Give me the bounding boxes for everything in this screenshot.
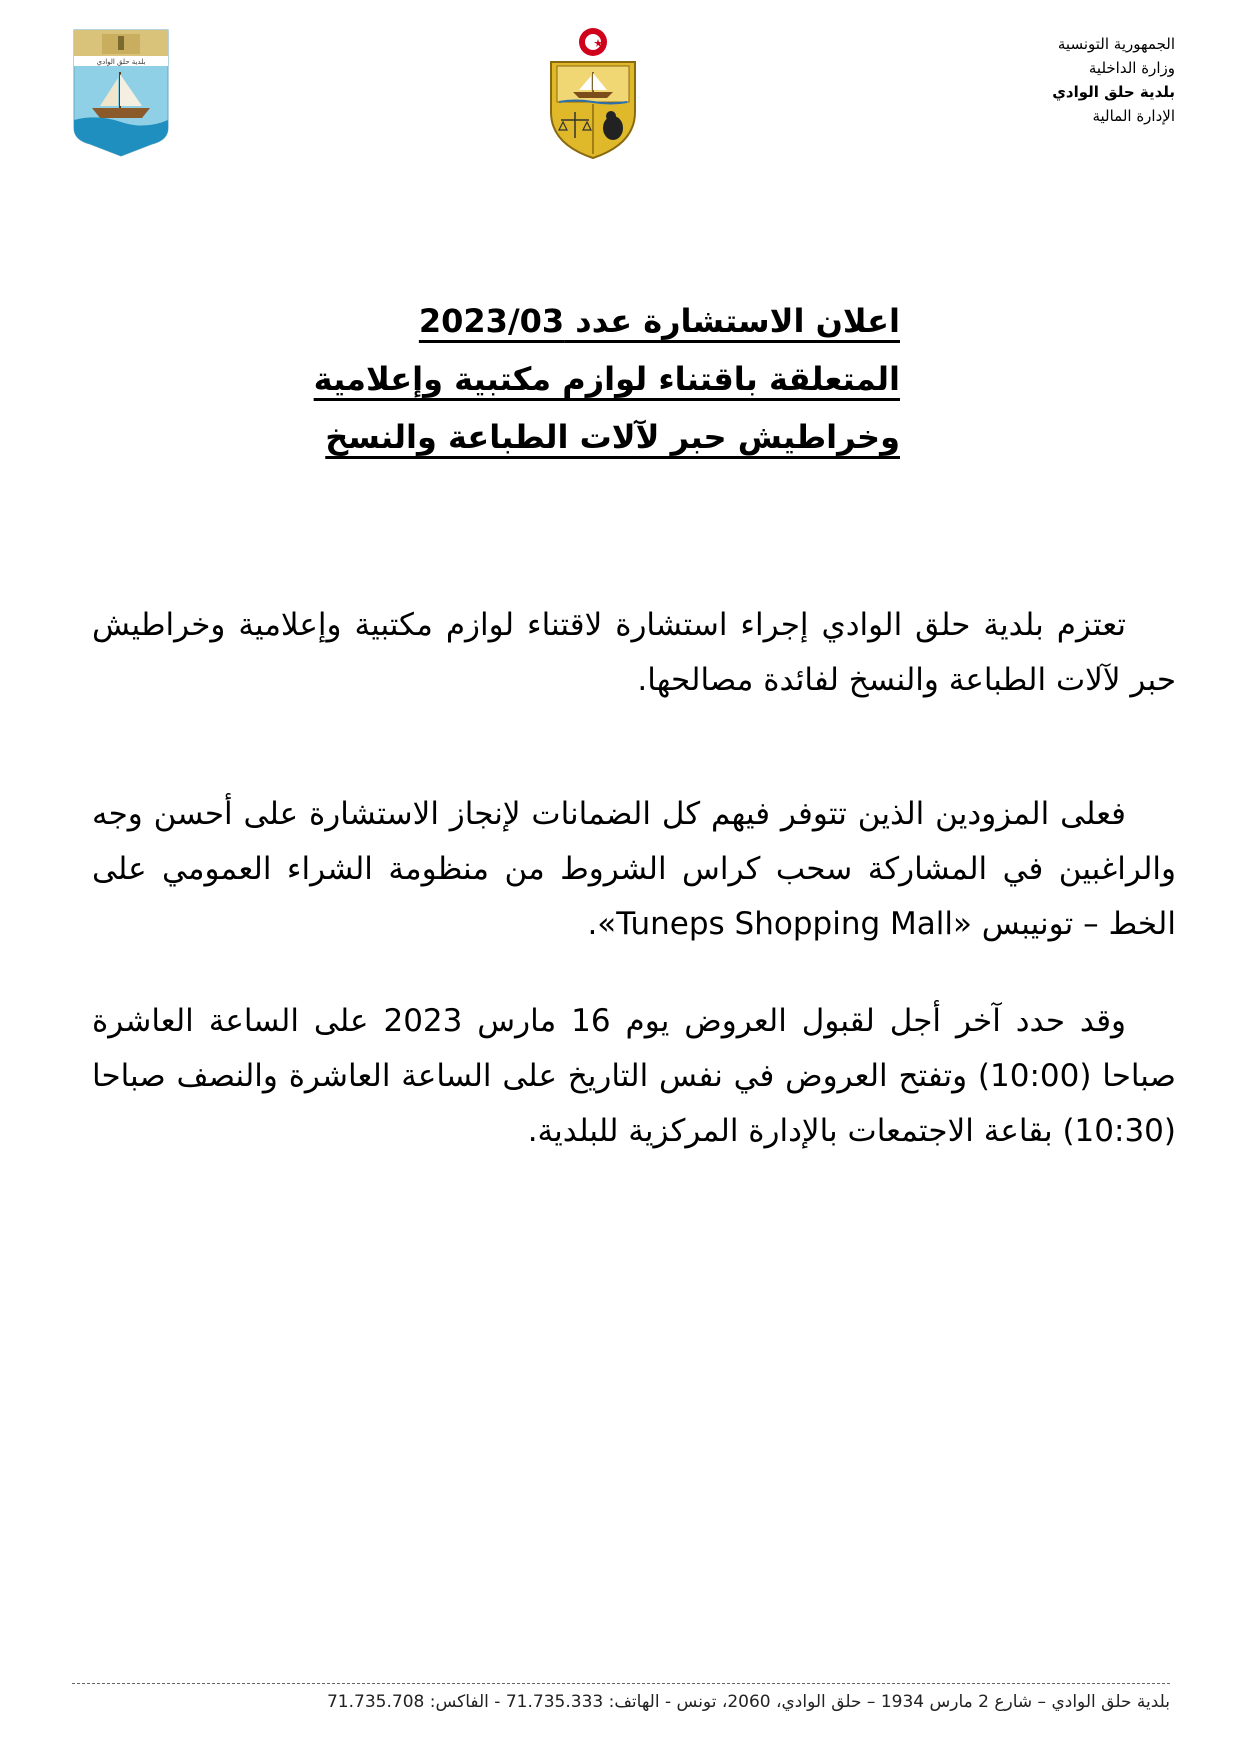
announcement-title	[300, 292, 900, 466]
letterhead	[855, 32, 1175, 128]
tuneps-name: Tuneps Shopping Mall	[616, 906, 953, 942]
municipality-logo	[72, 28, 170, 158]
paragraph-deadline: وقد حدد آخر أجل لقبول العروض يوم 16 مارس 2023 على الساعة العاشرة صباحا (10:00) وتفتح العروض في نفس التاريخ على الساعة العاشرة والنصف صباحا (10:30) بقاعة الاجتمعات بالإدارة المركزية للبلدية.	[92, 1003, 1176, 1149]
announcement-body	[92, 598, 1176, 1159]
title-line-2: المتعلقة باقتناء لوازم مكتبية وإعلامية	[313, 360, 900, 398]
footer-divider	[72, 1683, 1170, 1684]
paragraph-suppliers-text: فعلى المزودين الذين تتوفر فيهم كل الضمانات لإنجاز الاستشارة على أحسن وجه والراغبين في المشاركة سحب كراس الشروط من منظومة الشراء العمومي على الخط – تونيبس «	[92, 796, 1176, 942]
header-department: الإدارة المالية	[1092, 107, 1175, 125]
header-republic: الجمهورية التونسية	[1057, 35, 1175, 53]
title-line-3: وخراطيش حبر لآلات الطباعة والنسخ	[325, 418, 900, 456]
header-ministry: وزارة الداخلية	[1088, 59, 1175, 77]
footer-contact: بلدية حلق الوادي – شارع 2 مارس 1934 – حلق الوادي، 2060، تونس - الهاتف: 71.735.333 - الفاكس: 71.735.708	[326, 1692, 1170, 1712]
paragraph-intro: تعتزم بلدية حلق الوادي إجراء استشارة لاقتناء لوازم مكتبية وإعلامية وخراطيش حبر لآلات الطباعة والنسخ لفائدة مصالحها.	[92, 607, 1176, 698]
paragraph-suppliers	[92, 787, 1176, 952]
paragraph-suppliers-end: ».	[587, 906, 617, 942]
coat-of-arms-icon	[545, 26, 641, 161]
municipality-logo-caption: بلدية حلق الوادي	[96, 58, 146, 66]
header-municipality: بلدية حلق الوادي	[1052, 83, 1175, 101]
title-line-1: اعلان الاستشارة عدد 2023/03	[418, 302, 900, 340]
